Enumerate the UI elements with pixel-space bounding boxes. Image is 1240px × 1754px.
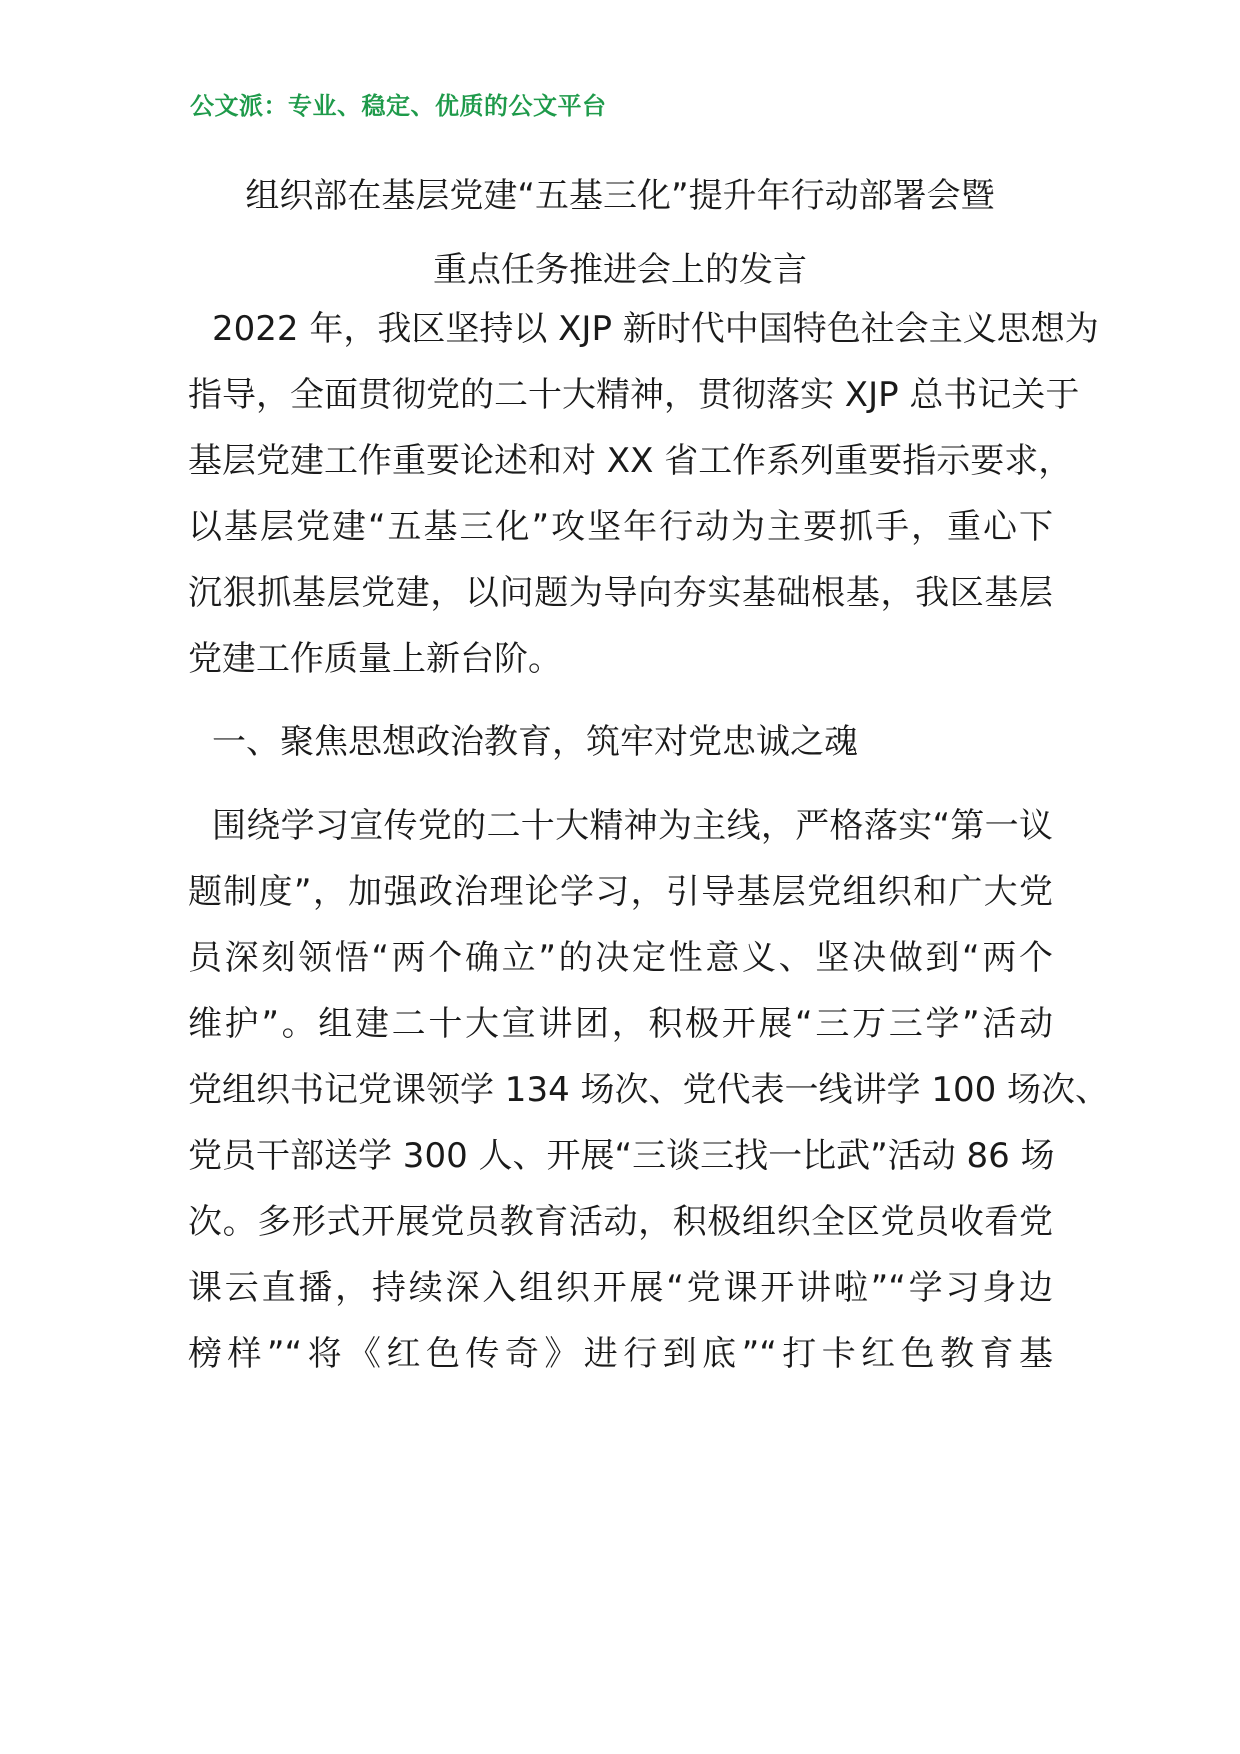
section-1-line-2: 题制度”，加强政治理论学习，引导基层党组织和广大党 (188, 872, 1053, 912)
intro-line-5: 沉狠抓基层党建，以问题为导向夯实基础根基，我区基层 (188, 573, 1053, 613)
header-brand-text: 公文派：专业、稳定、优质的公文平台 (190, 92, 607, 120)
section-1-line-1: 围绕学习宣传党的二十大精神为主线，严格落实“第一议 (212, 806, 1053, 846)
section-1-line-9: 榜样”“将《红色传奇》进行到底”“打卡红色教育基 (188, 1334, 1053, 1374)
section-1-line-6: 党员干部送学 300 人、开展“三谈三找一比武”活动 86 场 (188, 1136, 1055, 1176)
section-1-line-3: 员深刻领悟“两个确立”的决定性意义、坚决做到“两个 (188, 938, 1053, 978)
intro-line-6: 党建工作质量上新台阶。 (188, 639, 562, 679)
intro-line-3: 基层党建工作重要论述和对 XX 省工作系列重要指示要求， (188, 441, 1073, 481)
section-1-heading: 一、聚焦思想政治教育，筑牢对党忠诚之魂 (212, 722, 858, 762)
intro-line-2: 指导，全面贯彻党的二十大精神，贯彻落实 XJP 总书记关于 (188, 375, 1080, 415)
section-1-line-5: 党组织书记党课领学 134 场次、党代表一线讲学 100 场次、 (188, 1070, 1110, 1110)
intro-line-1: 2022 年，我区坚持以 XJP 新时代中国特色社会主义思想为 (212, 309, 1099, 349)
section-1-line-7: 次。多形式开展党员教育活动，积极组织全区党员收看党 (188, 1202, 1053, 1242)
document-title-line-1: 组织部在基层党建“五基三化”提升年行动部署会暨 (245, 176, 995, 216)
section-1-line-4: 维护”。组建二十大宣讲团，积极开展“三万三学”活动 (188, 1004, 1053, 1044)
intro-line-4: 以基层党建“五基三化”攻坚年行动为主要抓手，重心下 (188, 507, 1053, 547)
section-1-line-8: 课云直播，持续深入组织开展“党课开讲啦”“学习身边 (188, 1268, 1053, 1308)
document-title-line-2: 重点任务推进会上的发言 (433, 250, 807, 290)
